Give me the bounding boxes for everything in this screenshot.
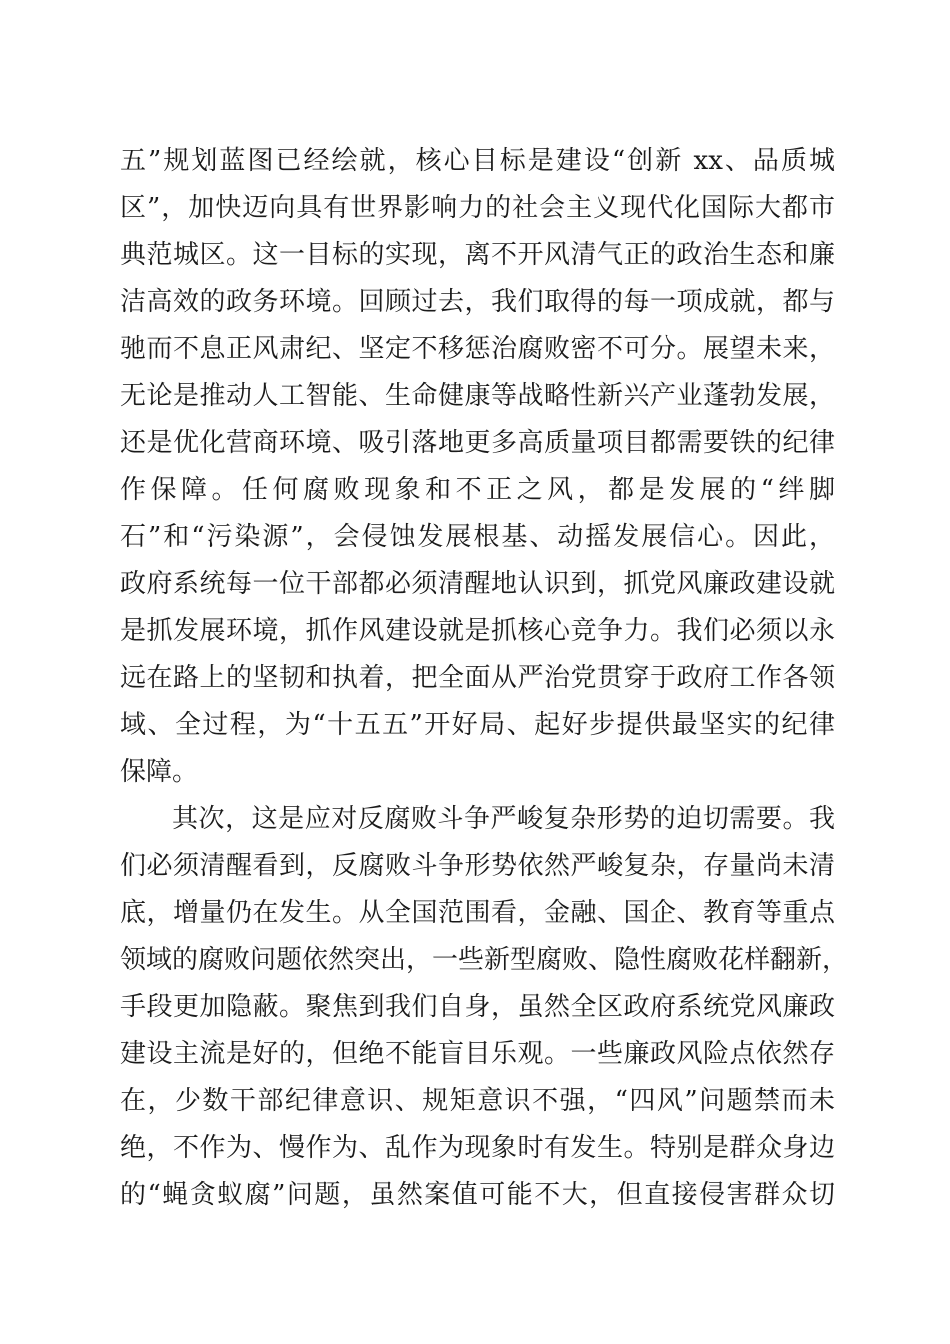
text-line: 领域的腐败问题依然突出，一些新型腐败、隐性腐败花样翻新， bbox=[120, 945, 849, 975]
text-line: 无论是推动人工智能、生命健康等战略性新兴产业蓬勃发展， bbox=[120, 381, 835, 411]
text-line: 石”和“污染源”，会侵蚀发展根基、动摇发展信心。因此， bbox=[120, 522, 835, 552]
text-line: 政府系统每一位干部都必须清醒地认识到，抓党风廉政建设就 bbox=[120, 569, 835, 599]
text-line: 典范城区。这一目标的实现，离不开风清气正的政治生态和廉 bbox=[120, 240, 835, 270]
text-line: 是抓发展环境，抓作风建设就是抓核心竞争力。我们必须以永 bbox=[120, 616, 835, 646]
text-line: 驰而不息正风肃纪、坚定不移惩治腐败密不可分。展望未来， bbox=[120, 334, 835, 364]
text-line: 在，少数干部纪律意识、规矩意识不强，“四风”问题禁而未 bbox=[120, 1086, 835, 1116]
text-line: 五”规划蓝图已经绘就，核心目标是建设“创新 xx、品质城 bbox=[120, 146, 835, 176]
text-line: 洁高效的政务环境。回顾过去，我们取得的每一项成就，都与 bbox=[120, 287, 835, 317]
text-line: 作保障。任何腐败现象和不正之风，都是发展的“绊脚 bbox=[120, 475, 835, 505]
text-line: 保障。 bbox=[120, 757, 199, 787]
text-line: 的“蝇贪蚁腐”问题，虽然案值可能不大，但直接侵害群众切 bbox=[120, 1180, 835, 1210]
text-line: 们必须清醒看到，反腐败斗争形势依然严峻复杂，存量尚未清 bbox=[120, 851, 835, 881]
text-line: 建设主流是好的，但绝不能盲目乐观。一些廉政风险点依然存 bbox=[120, 1039, 835, 1069]
body-text bbox=[120, 138, 849, 1219]
text-line: 绝，不作为、慢作为、乱作为现象时有发生。特别是群众身边 bbox=[120, 1133, 835, 1163]
text-line: 其次，这是应对反腐败斗争严峻复杂形势的迫切需要。我 bbox=[172, 804, 835, 834]
text-line: 还是优化营商环境、吸引落地更多高质量项目都需要铁的纪律 bbox=[120, 428, 835, 458]
paragraph-2 bbox=[120, 796, 849, 1219]
text-line: 域、全过程，为“十五五”开好局、起好步提供最坚实的纪律 bbox=[120, 710, 835, 740]
text-line: 区”，加快迈向具有世界影响力的社会主义现代化国际大都市 bbox=[120, 193, 835, 223]
text-line: 底，增量仍在发生。从全国范围看，金融、国企、教育等重点 bbox=[120, 898, 835, 928]
text-line: 远在路上的坚韧和执着，把全面从严治党贯穿于政府工作各领 bbox=[120, 663, 835, 693]
paragraph-1 bbox=[120, 138, 835, 796]
text-line: 手段更加隐蔽。聚焦到我们自身，虽然全区政府系统党风廉政 bbox=[120, 992, 835, 1022]
